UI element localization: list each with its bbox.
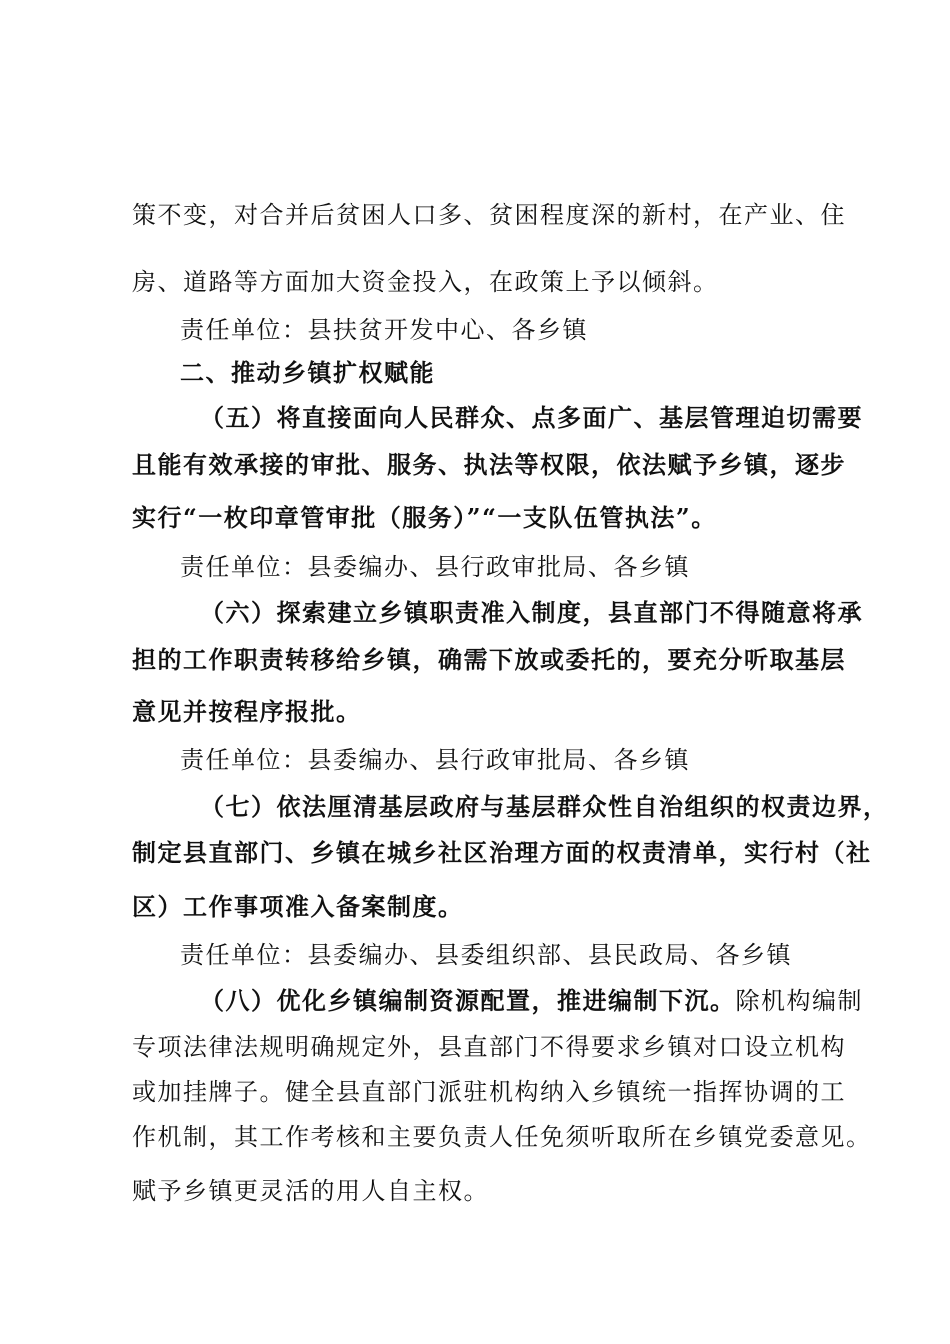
- section-heading: 二、推动乡镇扩权赋能: [180, 358, 435, 387]
- item-line: 赋予乡镇更灵活的用人自主权。: [132, 1177, 489, 1205]
- item-line: 意见并按程序报批。: [132, 697, 362, 726]
- item-line: [200, 986, 863, 1016]
- item-line: 专项法律法规明确规定外，县直部门不得要求乡镇对口设立机构: [132, 1033, 846, 1061]
- item-line: 作机制，其工作考核和主要负责人任免须听取所在乡镇党委意见。: [132, 1123, 872, 1151]
- responsibility-line: 责任单位：县委编办、县行政审批局、各乡镇: [180, 553, 690, 581]
- item-line: （七）依法厘清基层政府与基层群众性自治组织的权责边界，: [200, 792, 889, 821]
- responsibility-line: 责任单位：县扶贫开发中心、各乡镇: [180, 316, 588, 344]
- item-lead-bold: （八）优化乡镇编制资源配置，推进编制下沉。: [200, 986, 736, 1015]
- item-line: 且能有效承接的审批、服务、执法等权限，依法赋予乡镇，逐步: [132, 450, 846, 479]
- item-line: （五）将直接面向人民群众、点多面广、基层管理迫切需要: [200, 403, 863, 432]
- paragraph-line: 策不变，对合并后贫困人口多、贫困程度深的新村，在产业、住: [132, 201, 846, 229]
- item-line: 区）工作事项准入备案制度。: [132, 892, 464, 921]
- item-line: 制定县直部门、乡镇在城乡社区治理方面的权责清单，实行村（社: [132, 838, 872, 867]
- item-line: 担的工作职责转移给乡镇，确需下放或委托的，要充分听取基层: [132, 645, 846, 674]
- item-line: （六）探索建立乡镇职责准入制度，县直部门不得随意将承: [200, 598, 863, 627]
- item-line: 或加挂牌子。健全县直部门派驻机构纳入乡镇统一指挥协调的工: [132, 1078, 846, 1106]
- responsibility-line: 责任单位：县委编办、县行政审批局、各乡镇: [180, 746, 690, 774]
- item-line: 实行“一枚印章管审批（服务）”“一支队伍管执法”。: [132, 503, 717, 532]
- item-lead-rest: 除机构编制: [735, 987, 863, 1015]
- responsibility-line: 责任单位：县委编办、县委组织部、县民政局、各乡镇: [180, 941, 792, 969]
- paragraph-line: 房、道路等方面加大资金投入，在政策上予以倾斜。: [132, 268, 719, 296]
